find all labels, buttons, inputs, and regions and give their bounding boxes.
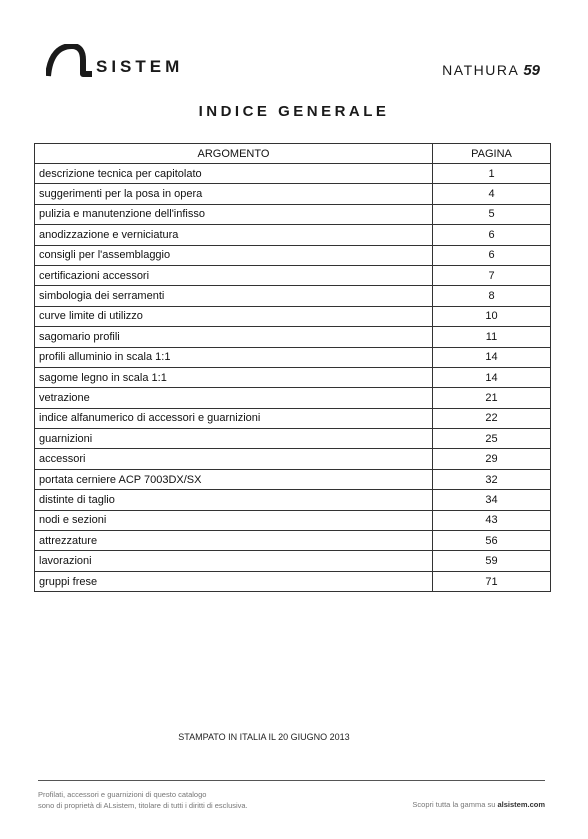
topic-cell: gruppi frese [35,571,433,591]
footer-website-link[interactable]: alsistem.com [497,800,545,809]
footer-divider [38,780,545,781]
topic-cell: indice alfanumerico di accessori e guarnizioni [35,408,433,428]
page-number-cell: 22 [433,408,551,428]
topic-cell: profili alluminio in scala 1:1 [35,347,433,367]
table-row [35,245,551,265]
table-row [35,551,551,571]
page-title: INDICE GENERALE [198,103,390,120]
page-number-cell: 6 [433,245,551,265]
series-name: NATHURA [442,62,520,78]
table-row [35,510,551,530]
table-row [35,388,551,408]
series-number: 59 [523,62,540,79]
topic-cell: curve limite di utilizzo [35,306,433,326]
column-header-topic: ARGOMENTO [35,144,433,164]
topic-cell: vetrazione [35,388,433,408]
table-row [35,571,551,591]
footer-note-line-2: sono di proprietà di ALsistem, titolare di tutti i diritti di esclusiva. [38,801,248,810]
table-row [35,286,551,306]
index-table-body [35,164,551,592]
topic-cell: sagomario profili [35,327,433,347]
column-header-page: PAGINA [433,144,551,164]
topic-cell: lavorazioni [35,551,433,571]
topic-cell: certificazioni accessori [35,265,433,285]
table-header-row [35,144,551,164]
page-number-cell: 10 [433,306,551,326]
footer-note-line-1: Profilati, accessori e guarnizioni di questo catalogo [38,790,207,799]
topic-cell: guarnizioni [35,429,433,449]
index-table [34,143,551,592]
footer-website-note [412,800,545,809]
table-row [35,225,551,245]
topic-cell: nodi e sezioni [35,510,433,530]
footer-website-prefix: Scopri tutta la gamma su [412,800,498,809]
page-number-cell: 4 [433,184,551,204]
topic-cell: accessori [35,449,433,469]
page-number-cell: 25 [433,429,551,449]
printed-date-note: STAMPATO IN ITALIA IL 20 GIUGNO 2013 [178,732,350,742]
table-row [35,367,551,387]
page-number-cell: 71 [433,571,551,591]
page-number-cell: 32 [433,469,551,489]
table-row [35,184,551,204]
topic-cell: portata cerniere ACP 7003DX/SX [35,469,433,489]
page-number-cell: 59 [433,551,551,571]
topic-cell: anodizzazione e verniciatura [35,225,433,245]
table-row [35,490,551,510]
topic-cell: sagome legno in scala 1:1 [35,367,433,387]
table-row [35,347,551,367]
table-row [35,531,551,551]
topic-cell: suggerimenti per la posa in opera [35,184,433,204]
page-number-cell: 1 [433,164,551,184]
page-number-cell: 7 [433,265,551,285]
topic-cell: attrezzature [35,531,433,551]
topic-cell: pulizia e manutenzione dell'infisso [35,204,433,224]
topic-cell: distinte di taglio [35,490,433,510]
page-number-cell: 21 [433,388,551,408]
alsistem-logo-mark-icon [46,44,94,78]
page-number-cell: 5 [433,204,551,224]
topic-cell: descrizione tecnica per capitolato [35,164,433,184]
topic-cell: consigli per l'assemblaggio [35,245,433,265]
page-number-cell: 14 [433,367,551,387]
product-series [442,62,540,79]
alsistem-logo [46,44,183,78]
page-number-cell: 6 [433,225,551,245]
table-row [35,449,551,469]
table-row [35,306,551,326]
table-row [35,265,551,285]
footer-ownership-note [38,789,248,811]
brand-name: SISTEM [96,57,184,76]
page-number-cell: 43 [433,510,551,530]
table-row [35,164,551,184]
topic-cell: simbologia dei serramenti [35,286,433,306]
table-row [35,429,551,449]
page-number-cell: 8 [433,286,551,306]
page-number-cell: 34 [433,490,551,510]
page-number-cell: 14 [433,347,551,367]
table-row [35,408,551,428]
table-row [35,327,551,347]
table-row [35,204,551,224]
page-number-cell: 29 [433,449,551,469]
table-row [35,469,551,489]
page-number-cell: 56 [433,531,551,551]
page-number-cell: 11 [433,327,551,347]
